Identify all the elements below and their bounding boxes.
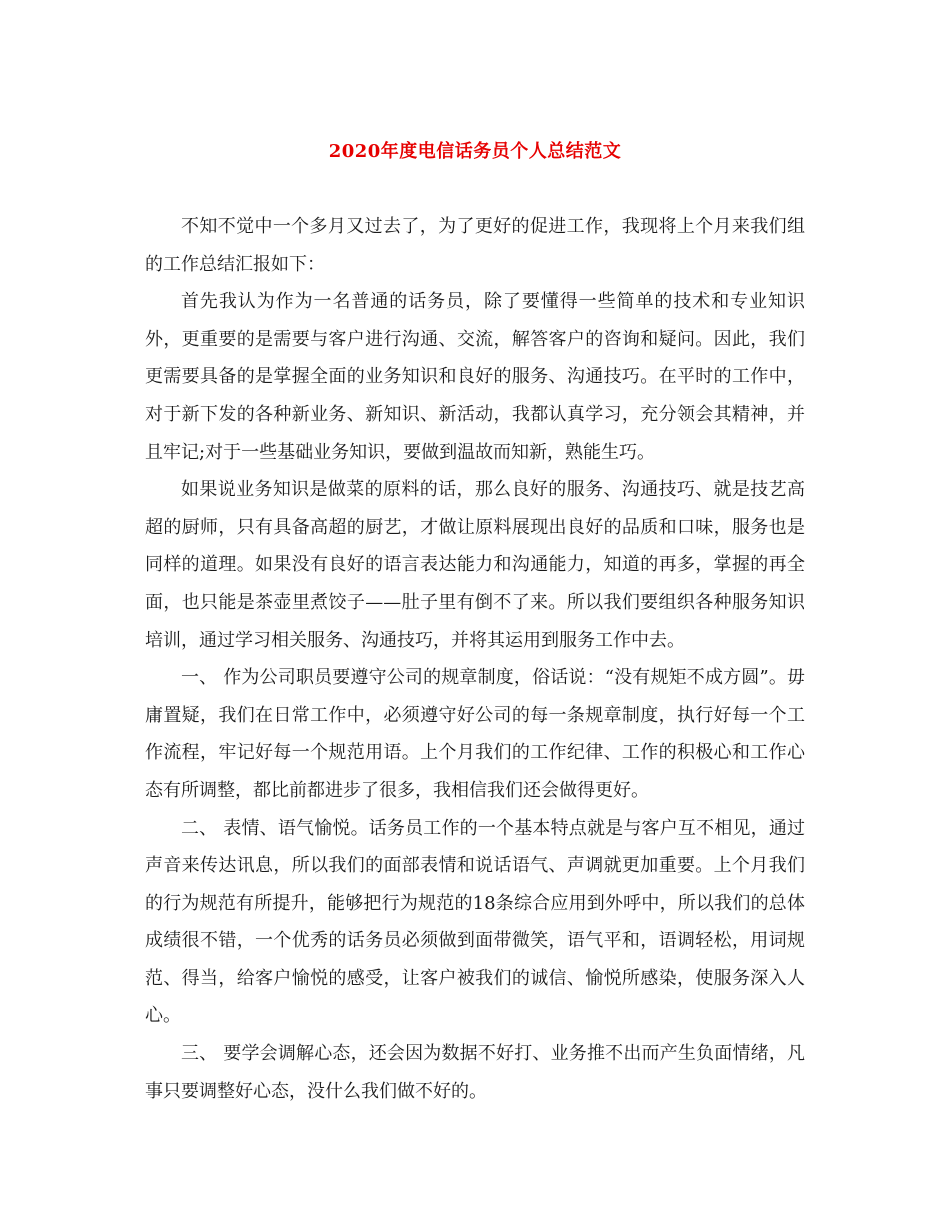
paragraph-intro: 不知不觉中一个多月又过去了，为了更好的促进工作，我现将上个月来我们组的工作总结汇报如下： [145, 216, 805, 275]
paragraph-knowledge: 首先我认为作为一名普通的话务员，除了要懂得一些简单的技术和专业知识外，更重要的是需要与客户进行沟通、交流，解答客户的咨询和疑问。因此，我们更需要具备的是掌握全面的业务知识和良好的服务、沟通技巧。在平时的工作中，对于新下发的各种新业务、新知识、新活动，我都认真学习，充分领会其精神，并且牢记;对于一些基础业务知识，要做到温故而知新，熟能生巧。 [145, 291, 805, 463]
paragraph-point-two: 二、 表情、语气愉悦。话务员工作的一个基本特点就是与客户互不相见，通过声音来传达讯息，所以我们的面部表情和说话语气、声调就更加重要。上个月我们的行为规范有所提升，能够把行为规范的18条综合应用到外呼中，所以我们的总体成绩很不错，一个优秀的话务员必须做到面带微笑，语气平和，语调轻松，用词规范、得当，给客户愉悦的感受，让客户被我们的诚信、愉悦所感染，使服务深入人心。 [145, 817, 805, 1027]
document-title: 2020年度电信话务员个人总结范文 [328, 141, 622, 162]
paragraph-point-three: 三、 要学会调解心态，还会因为数据不好打、业务推不出而产生负面情绪，凡事只要调整好心态，没什么我们做不好的。 [145, 1043, 805, 1102]
paragraph-point-one: 一、 作为公司职员要遵守公司的规章制度，俗话说：“没有规矩不成方圆”。毋庸置疑，我们在日常工作中，必须遵守好公司的每一条规章制度，执行好每一个工作流程，牢记好每一个规范用语。上个月我们的工作纪律、工作的积极心和工作心态有所调整，都比前都进步了很多，我相信我们还会做得更好。 [145, 667, 805, 801]
paragraph-service-skills: 如果说业务知识是做菜的原料的话，那么良好的服务、沟通技巧、就是技艺高超的厨师，只有具备高超的厨艺，才做让原料展现出良好的品质和口味，服务也是同样的道理。如果没有良好的语言表达能力和沟通能力，知道的再多，掌握的再全面，也只能是茶壶里煮饺子——肚子里有倒不了来。所以我们要组织各种服务知识培训，通过学习相关服务、沟通技巧，并将其运用到服务工作中去。 [145, 479, 805, 651]
document-body [145, 208, 805, 1110]
